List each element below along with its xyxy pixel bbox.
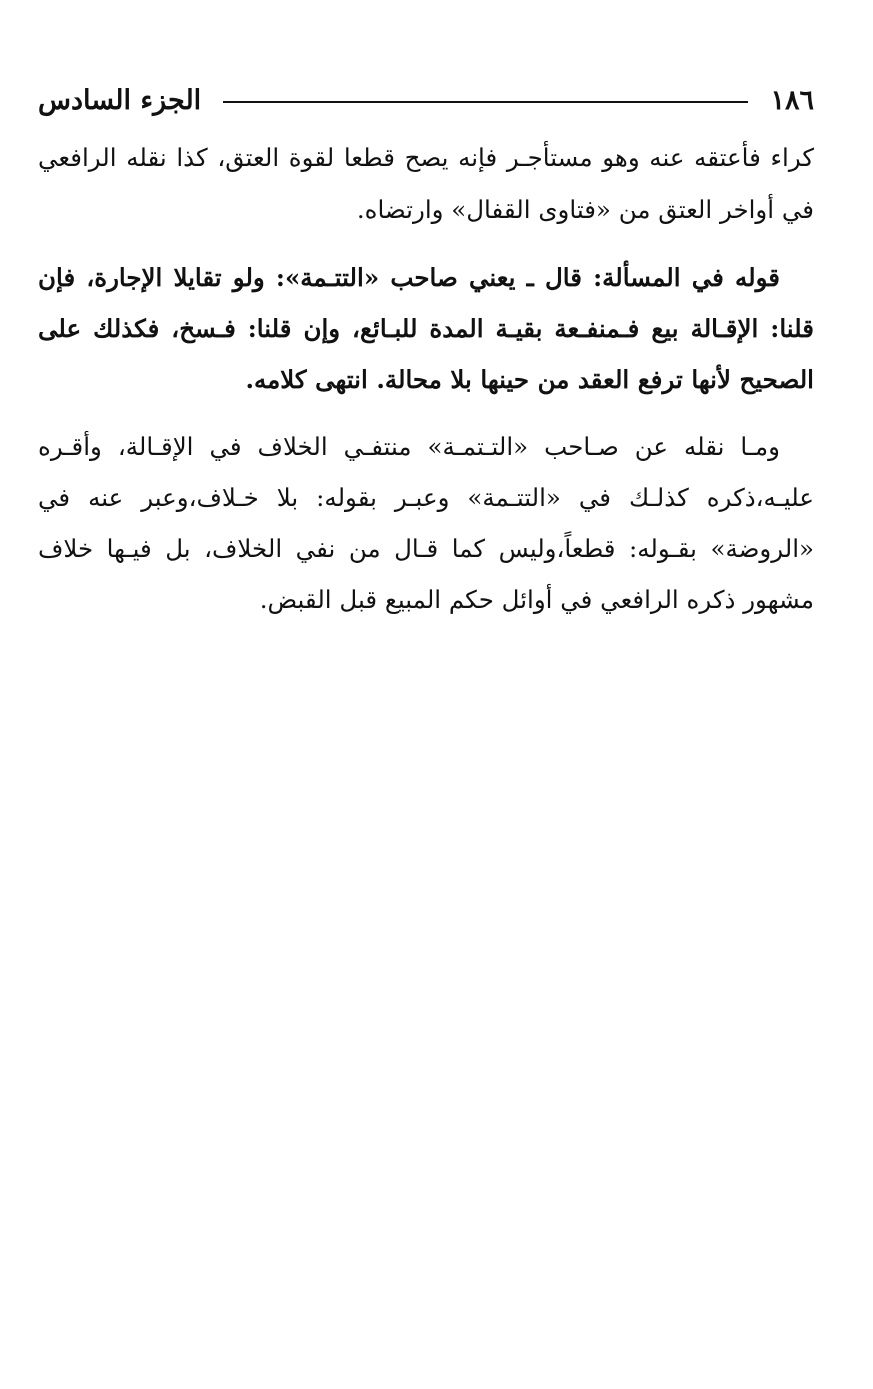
book-part-title: الجزء السادس: [38, 84, 202, 116]
page-number: ١٨٦: [770, 84, 814, 116]
page-header: [38, 78, 814, 122]
paragraph-continuation: كراء فأعتقه عنه وهو مستأجـر فإنه يصح قطعا لقوة العتق، كذا نقله الرافعي في أواخر العتق من «فتاوى القفال» وارتضاه.: [38, 143, 814, 224]
page-body: [38, 132, 814, 625]
header-rule: [223, 101, 748, 103]
paragraph-commentary: ومـا نقله عن صـاحب «التـتمـة» منتفـي الخلاف في الإقـالة، وأقـره عليـه،ذكره كذلـك في «التتـمة» وعبـر بقوله: بلا خـلاف،وعبر عنه في «الروضة» بقـوله: قطعاً،وليس كما قـال من نفي الخلاف، بل فيـها خلاف مشهور ذكره الرافعي في أوائل حكم المبيع قبل القبض.: [38, 432, 814, 614]
paragraph-quoted-text: قوله في المسألة: قال ـ يعني صاحب «التتـمة»: ولو تقايلا الإجارة، فإن قلنا: الإقـالة بيع فـمنفـعة بقيـة المدة للبـائع، وإن قلنا: فـسخ، فكذلك على الصحيح لأنها ترفع العقد من حينها بلا محالة. انتهى كلامه.: [38, 263, 814, 394]
